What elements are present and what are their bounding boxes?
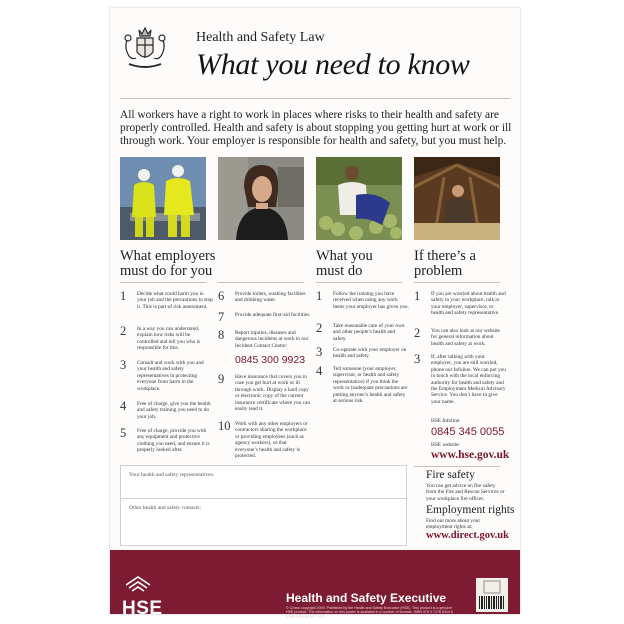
- hse-executive-name: Health and Safety Executive: [286, 591, 447, 605]
- photo-farm-worker: [316, 157, 402, 240]
- infoline-phone: 0845 345 0055: [431, 426, 505, 438]
- royal-coat-of-arms-icon: [119, 22, 171, 74]
- reps-label: Your health and safety representatives:: [129, 472, 215, 478]
- fire-safety-heading: Fire safety: [426, 469, 475, 481]
- employment-rights-text: Find out more about your employment rights at:: [426, 518, 481, 531]
- footer: [110, 550, 520, 619]
- divider: [414, 466, 500, 467]
- infoline-label: HSE Infoline:: [431, 418, 461, 424]
- photo-loft-worker: [414, 157, 500, 240]
- header-title: What you need to know: [196, 48, 470, 81]
- hse-website-link[interactable]: www.hse.gov.uk: [431, 449, 510, 461]
- header-subtitle: Health and Safety Law: [196, 30, 325, 45]
- divider: [218, 282, 304, 283]
- website-label: HSE website:: [431, 442, 460, 448]
- fire-safety-text: You can get advice on fire safety from the Fire and Rescue Services or your workplace fire officer.: [426, 483, 505, 502]
- poster: Health and Safety Law What you need to know All workers have a right to work in places where risks to their health and safety are properly controlled. Health and safety is about stopping you getting hurt at work or ill through work. Your employer is responsible for health and safety, but you must help. What employers must do for you What you must do If there’s a problem 1 Decide what could harm you in your job and the precautions to stop it. This is part of risk assessment. 2 In a way you can understand, explain how risks will be controlled and tell you who is responsible for this. 3 Consult and work with you and your health and safety representatives in protecting everyone from harm in the workplace. 4 Free of charge, give you the health and safety training you need to do your job. 5 Free of charge, provide you with any equipment and protective clothing you need, and ensure it is properly looked after. 6 Provide toilets, washing facilities and drinking water. 7 Provide adequate first-aid facilities. 8 Report injuries, diseases and dangerous incidents at work to our Incident Contact Centre: 0845 300 9923 9 Have insurance that covers you in case you get hurt at work or ill through work. Display a hard copy or electronic copy of the current insurance certificate where you can easily read it. 10 Work with any other employers or contractors sharing the workplace or providing employees (such as agency workers), so that everyone’s health and safety is protected. 1 Follow the training you have received when using any work items your employer has given you. 2 Take reasonable care of your own and other people’s health and safety. 3 Co-operate with your employer on health and safety. 4 Tell someone (your employer, supervisor, or health and safety representative) if you think the work or inadequate precautions are putting anyone’s health and safety at serious risk. 1 If you are worried about health and safety in your workplace, talk to your employer, supervisor, or health and safety representative. 2 You can also look at our website for general information about health and safety at work. 3 If, after talking with your employer, you are still worried, phone our Infoline. We can put you in touch with the local enforcing authority for health and safety and the Employment Medical Advisory Service. You don’t have to give your name. HSE Infoline: 0845 345 0055 HSE website: www.hse.gov.uk Fire safety You can get advice on fire safety from the Fire and Rescue Services or your workplace fire officer. Employment rights Find out more about your employment rights at: www.direct.gov.uk Your health and safety representatives: Other health and safety contacts: HSE Health and Safety Executive © Crown copyright 2009. Published by the Health and Safety Executive (HSE). This product is a genuine HSE product. The information on this poster is available in a number of formats. ISBN 978 0 7176 6314 6 02/09 Price £6.00 + VAT: [110, 8, 520, 614]
- intro-text: All workers have a right to work in places where risks to their health and safety are properly controlled. Health and safety is about stopping you getting hurt at work or ill through work. Your employer is responsible for health and safety, but you must help.: [120, 109, 512, 148]
- photo-workers-hivis: [120, 157, 206, 240]
- contacts-label: Other health and safety contacts:: [129, 505, 202, 511]
- direct-gov-link[interactable]: www.direct.gov.uk: [426, 530, 509, 541]
- employment-rights-heading: Employment rights: [426, 504, 515, 516]
- heading-what-you: What you must do: [316, 248, 373, 279]
- heading-what-employers: What employers must do for you: [120, 248, 216, 279]
- copyright-text: © Crown copyright 2009. Published by the Health and Safety Executive (HSE). This product is a genuine HSE product. The information on this poster is available in a number of formats. ISBN 978 0 7176 6314 6 02/09 Price £6.00 + VAT: [286, 606, 453, 619]
- divider: [316, 282, 402, 283]
- contacts-box[interactable]: [120, 498, 407, 546]
- hse-logo-text: HSE: [122, 598, 163, 619]
- incident-contact-phone: 0845 300 9923: [235, 354, 306, 366]
- divider: [414, 282, 500, 283]
- hse-house-icon: [124, 575, 152, 595]
- reps-box[interactable]: [120, 465, 407, 500]
- heading-if-problem: If there’s a problem: [414, 248, 476, 279]
- divider: [120, 282, 206, 283]
- photo-office-worker: [218, 157, 304, 240]
- barcode-icon: [476, 578, 508, 612]
- divider: [120, 98, 510, 99]
